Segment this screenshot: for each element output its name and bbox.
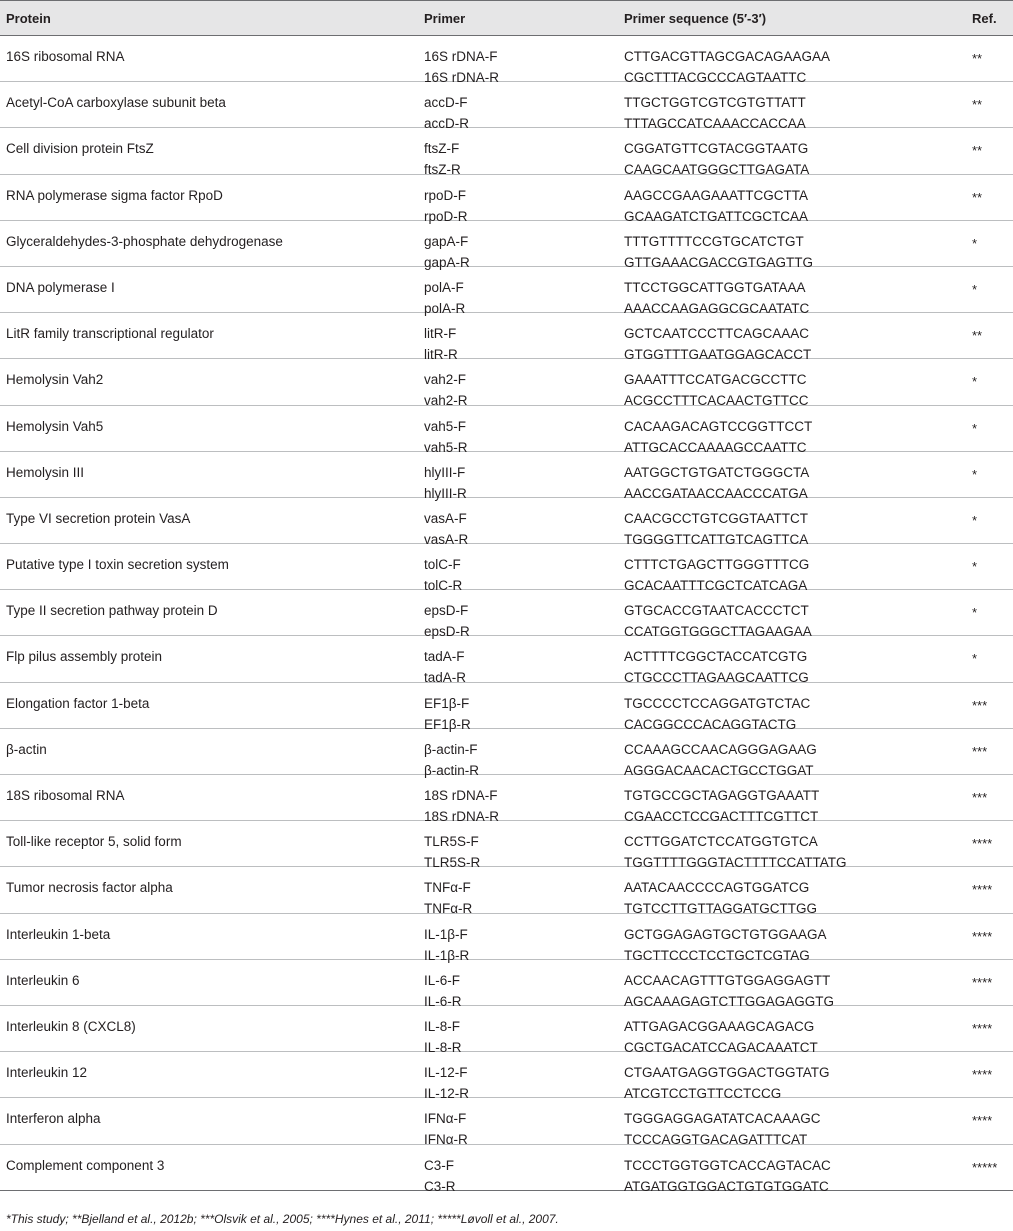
protein-cell: Interferon alpha xyxy=(6,1111,101,1127)
table-row xyxy=(0,452,1013,501)
primer-reverse-name: 16S rDNA-R xyxy=(424,70,500,85)
primer-reverse-name: accD-R xyxy=(424,116,470,132)
table-row xyxy=(0,267,1013,316)
primer-reverse-sequence: CGCTTTACGCCCAGTAATTC xyxy=(624,70,807,85)
primer-forward-sequence: GAAATTTCCATGACGCCTTC xyxy=(624,372,807,388)
protein-cell: Elongation factor 1-beta xyxy=(6,695,150,711)
primer-forward-sequence: TCCCTGGTGGTCACCAGTACAC xyxy=(624,1157,831,1173)
reference-cell: ** xyxy=(972,328,983,344)
primer-forward-name: gapA-F xyxy=(424,233,469,249)
reference-cell: ** xyxy=(972,143,983,159)
primer-forward-name: TNFα-F xyxy=(424,880,471,896)
table-row xyxy=(0,406,1013,455)
protein-cell: DNA polymerase I xyxy=(6,279,115,295)
protein-cell: Hemolysin Vah2 xyxy=(6,372,104,388)
table-row xyxy=(0,1006,1013,1055)
primer-reverse-sequence: CTGCCCTTAGAAGCAATTCG xyxy=(624,670,809,686)
primer-reverse-sequence: CGCTGACATCCAGACAAATCT xyxy=(624,1039,818,1055)
table-row xyxy=(0,359,1013,409)
protein-cell: Type VI secretion protein VasA xyxy=(6,510,191,526)
primer-reverse-name: C3-R xyxy=(424,1178,456,1194)
primer-reverse-name: IL-1β-R xyxy=(424,947,470,963)
primer-reverse-sequence: AACCGATAACCAACCCATGA xyxy=(624,485,808,501)
primer-forward-name: IL-6-F xyxy=(424,972,461,988)
protein-cell: Acetyl-CoA carboxylase subunit beta xyxy=(6,95,226,111)
primer-reverse-sequence: TGCTTCCCTCCTGCTCGTAG xyxy=(624,947,810,963)
reference-cell: **** xyxy=(972,836,993,852)
protein-cell: Hemolysin III xyxy=(6,464,85,480)
protein-cell: Type II secretion pathway protein D xyxy=(6,603,218,619)
protein-cell: Complement component 3 xyxy=(6,1157,165,1173)
table-row xyxy=(0,1098,1013,1148)
reference-cell: * xyxy=(972,281,978,297)
primer-reverse-name: rpoD-R xyxy=(424,208,468,224)
primer-reverse-sequence: GCAAGATCTGATTCGCTCAA xyxy=(624,208,809,224)
primer-reverse-sequence: TGTCCTTGTTAGGATGCTTGG xyxy=(624,901,817,917)
primer-reverse-name: IL-8-R xyxy=(424,1039,462,1055)
primer-forward-name: β-actin-F xyxy=(424,741,478,757)
primer-forward-name: accD-F xyxy=(424,95,468,111)
primer-reverse-name: TLR5S-R xyxy=(424,855,481,871)
primer-reverse-name: gapA-R xyxy=(424,254,470,270)
reference-cell: **** xyxy=(972,1020,993,1036)
protein-cell: Putative type I toxin secretion system xyxy=(6,557,229,573)
primer-reverse-name: vasA-R xyxy=(424,531,469,547)
primer-reverse-sequence: AGCAAAGAGTCTTGGAGAGGTG xyxy=(624,993,835,1009)
primer-forward-sequence: TTTGTTTTCCGTGCATCTGT xyxy=(624,233,804,249)
primer-reverse-sequence: AGGGACAACACTGCCTGGAT xyxy=(624,762,814,778)
table-row xyxy=(0,36,1013,85)
table-row xyxy=(0,636,1013,686)
protein-cell: Hemolysin Vah5 xyxy=(6,418,104,434)
primer-forward-name: C3-F xyxy=(424,1157,454,1173)
primer-forward-name: ftsZ-F xyxy=(424,141,460,157)
table-footnote: *This study; **Bjelland et al., 2012b; ***Olsvik et al., 2005; ****Hynes et al., 2011; *****Løvoll et al., 2007. xyxy=(6,1212,559,1226)
reference-cell: * xyxy=(972,651,978,667)
primer-forward-name: TLR5S-F xyxy=(424,834,479,850)
table-row xyxy=(0,590,1013,640)
primer-forward-name: litR-F xyxy=(424,326,457,342)
reference-cell: ** xyxy=(972,97,983,113)
primer-reverse-name: vah5-R xyxy=(424,439,468,455)
column-header-sequence: Primer sequence (5′-3′) xyxy=(624,11,767,26)
reference-cell: *** xyxy=(972,790,988,805)
primer-reverse-name: IL-6-R xyxy=(424,993,462,1009)
primer-reverse-sequence: CAAGCAATGGGCTTGAGATA xyxy=(624,162,810,178)
primer-forward-name: vah2-F xyxy=(424,372,467,388)
reference-cell: * xyxy=(972,420,978,436)
protein-cell: Toll-like receptor 5, solid form xyxy=(6,834,182,850)
primer-reverse-name: epsD-R xyxy=(424,624,470,640)
primer-forward-sequence: CGGATGTTCGTACGGTAATG xyxy=(624,141,809,157)
primer-forward-sequence: CAACGCCTGTCGGTAATTCT xyxy=(624,510,808,526)
protein-cell: Interleukin 12 xyxy=(6,1065,88,1081)
column-header-protein: Protein xyxy=(6,11,51,26)
table-row xyxy=(0,821,1013,871)
protein-cell: Tumor necrosis factor alpha xyxy=(6,880,173,896)
primer-forward-sequence: ACTTTTCGGCTACCATCGTG xyxy=(624,649,808,665)
primer-forward-name: vah5-F xyxy=(424,418,467,434)
primer-reverse-sequence: ATTGCACCAAAAGCCAATTC xyxy=(624,439,807,455)
table-row xyxy=(0,128,1013,178)
primer-reverse-sequence: CGAACCTCCGACTTTCGTTCT xyxy=(624,809,819,824)
primer-forward-name: polA-F xyxy=(424,279,464,295)
primer-forward-name: IL-8-F xyxy=(424,1018,461,1034)
table-row xyxy=(0,683,1013,732)
primer-forward-sequence: TGGGAGGAGATATCACAAAGC xyxy=(624,1111,821,1127)
protein-cell: Interleukin 1-beta xyxy=(6,926,111,942)
primer-reverse-name: polA-R xyxy=(424,300,466,316)
primer-reverse-sequence: GTGGTTTGAATGGAGCACCT xyxy=(624,347,812,363)
primer-forward-sequence: TTCCTGGCATTGGTGATAAA xyxy=(624,279,806,295)
primer-forward-name: 18S rDNA-F xyxy=(424,788,498,803)
primer-reverse-sequence: TGGGGTTCATTGTCAGTTCA xyxy=(624,531,809,547)
primer-reverse-sequence: CACGGCCCACAGGTACTG xyxy=(624,716,797,732)
protein-cell: LitR family transcriptional regulator xyxy=(6,326,214,342)
table-row xyxy=(0,175,1013,224)
primer-reverse-sequence: ATGATGGTGGACTGTGTGGATC xyxy=(624,1178,829,1194)
table-row xyxy=(0,1052,1013,1102)
reference-cell: ***** xyxy=(972,1159,998,1175)
primer-reverse-sequence: CCATGGTGGGCTTAGAAGAA xyxy=(624,624,812,640)
table-row xyxy=(0,313,1013,363)
primer-reverse-name: litR-R xyxy=(424,347,458,363)
primer-forward-sequence: CCTTGGATCTCCATGGTGTCA xyxy=(624,834,818,850)
table-row xyxy=(0,729,1013,778)
table-row xyxy=(0,960,1013,1009)
table-header xyxy=(0,0,1013,36)
protein-cell: 18S ribosomal RNA xyxy=(6,788,125,803)
primer-reverse-sequence: GTTGAAACGACCGTGAGTTG xyxy=(624,254,814,270)
primer-forward-name: tolC-F xyxy=(424,557,461,573)
table-row xyxy=(0,775,1013,824)
protein-cell: Flp pilus assembly protein xyxy=(6,649,163,665)
table-row xyxy=(0,221,1013,270)
reference-cell: ** xyxy=(972,189,983,205)
primer-forward-name: rpoD-F xyxy=(424,187,467,203)
column-header-ref: Ref. xyxy=(972,11,997,26)
reference-cell: * xyxy=(972,559,978,575)
primer-forward-name: epsD-F xyxy=(424,603,469,619)
protein-cell: Cell division protein FtsZ xyxy=(6,141,154,157)
reference-cell: **** xyxy=(972,928,993,944)
primer-reverse-name: ftsZ-R xyxy=(424,162,461,178)
primer-reverse-sequence: GCACAATTTCGCTCATCAGA xyxy=(624,578,808,594)
primer-forward-sequence: CCAAAGCCAACAGGGAGAAG xyxy=(624,741,817,757)
protein-cell: β-actin xyxy=(6,741,47,757)
primer-reverse-name: hlyIII-R xyxy=(424,485,467,501)
primer-forward-sequence: ATTGAGACGGAAAGCAGACG xyxy=(624,1018,815,1034)
primer-reverse-sequence: TGGTTTTGGGTACTTTTCCATTATG xyxy=(624,855,847,871)
protein-cell: Interleukin 8 (CXCL8) xyxy=(6,1018,136,1034)
primer-forward-sequence: GCTGGAGAGTGCTGTGGAAGA xyxy=(624,926,827,942)
primer-forward-sequence: ACCAACAGTTTGTGGAGGAGTT xyxy=(624,972,831,988)
protein-cell: Interleukin 6 xyxy=(6,972,80,988)
primer-reverse-sequence: TCCCAGGTGACAGATTTCAT xyxy=(624,1132,808,1148)
primer-forward-name: hlyIII-F xyxy=(424,464,466,480)
primer-reverse-sequence: AAACCAAGAGGCGCAATATC xyxy=(624,300,810,316)
primer-reverse-sequence: ATCGTCCTGTTCCTCCG xyxy=(624,1086,782,1102)
primer-reverse-name: TNFα-R xyxy=(424,901,473,917)
primer-reverse-name: tolC-R xyxy=(424,578,463,594)
primer-forward-sequence: AAGCCGAAGAAATTCGCTTA xyxy=(624,187,809,203)
primer-forward-name: IL-12-F xyxy=(424,1065,468,1081)
reference-cell: **** xyxy=(972,974,993,990)
primer-reverse-sequence: ACGCCTTTCACAACTGTTCC xyxy=(624,393,809,409)
primer-forward-name: IL-1β-F xyxy=(424,926,468,942)
table-row xyxy=(0,82,1013,132)
table-body xyxy=(0,36,1013,1194)
reference-cell: *** xyxy=(972,697,988,713)
primer-forward-sequence: CACAAGACAGTCCGGTTCCT xyxy=(624,418,813,434)
primer-reverse-name: EF1β-R xyxy=(424,716,471,732)
reference-cell: **** xyxy=(972,1113,993,1129)
primer-reverse-sequence: TTTAGCCATCAAACCACCAA xyxy=(624,116,806,132)
primer-forward-sequence: TGCCCCTCCAGGATGTCTAC xyxy=(624,695,811,711)
primer-forward-sequence: GTGCACCGTAATCACCCTCT xyxy=(624,603,809,619)
column-header-primer: Primer xyxy=(424,11,466,26)
reference-cell: **** xyxy=(972,1067,993,1083)
primer-reverse-name: IFNα-R xyxy=(424,1132,468,1148)
reference-cell: * xyxy=(972,466,978,482)
primer-reverse-name: β-actin-R xyxy=(424,762,480,778)
primer-forward-sequence: AATGGCTGTGATCTGGGCTA xyxy=(624,464,810,480)
protein-cell: Glyceraldehydes-3-phosphate dehydrogenase xyxy=(6,233,283,249)
primer-forward-sequence: TGTGCCGCTAGAGGTGAAATT xyxy=(624,788,820,803)
reference-cell: *** xyxy=(972,743,988,759)
table-row xyxy=(0,914,1013,963)
primer-forward-sequence: AATACAACCCCAGTGGATCG xyxy=(624,880,810,896)
reference-cell: * xyxy=(972,374,978,390)
table-row xyxy=(0,1145,1013,1194)
primer-forward-name: 16S rDNA-F xyxy=(424,49,498,64)
primer-reverse-name: 18S rDNA-R xyxy=(424,809,500,824)
reference-cell: * xyxy=(972,235,978,251)
reference-cell: **** xyxy=(972,882,993,898)
reference-cell: * xyxy=(972,512,978,528)
protein-cell: 16S ribosomal RNA xyxy=(6,49,125,64)
primer-forward-name: vasA-F xyxy=(424,510,467,526)
table-row xyxy=(0,867,1013,917)
primer-reverse-name: IL-12-R xyxy=(424,1086,470,1102)
reference-cell: ** xyxy=(972,51,983,66)
reference-cell: * xyxy=(972,605,978,621)
primer-forward-name: tadA-F xyxy=(424,649,465,665)
primer-forward-sequence: CTTGACGTTAGCGACAGAAGAA xyxy=(624,49,831,64)
primer-reverse-name: vah2-R xyxy=(424,393,468,409)
table-row xyxy=(0,544,1013,594)
protein-cell: RNA polymerase sigma factor RpoD xyxy=(6,187,223,203)
primer-forward-sequence: TTGCTGGTCGTCGTGTTATT xyxy=(624,95,806,111)
primer-forward-sequence: CTGAATGAGGTGGACTGGTATG xyxy=(624,1065,830,1081)
primer-reverse-name: tadA-R xyxy=(424,670,467,686)
primer-forward-sequence: GCTCAATCCCTTCAGCAAAC xyxy=(624,326,810,342)
table-row xyxy=(0,498,1013,547)
primer-forward-name: EF1β-F xyxy=(424,695,470,711)
primer-forward-name: IFNα-F xyxy=(424,1111,467,1127)
primer-forward-sequence: CTTTCTGAGCTTGGGTTTCG xyxy=(624,557,810,573)
